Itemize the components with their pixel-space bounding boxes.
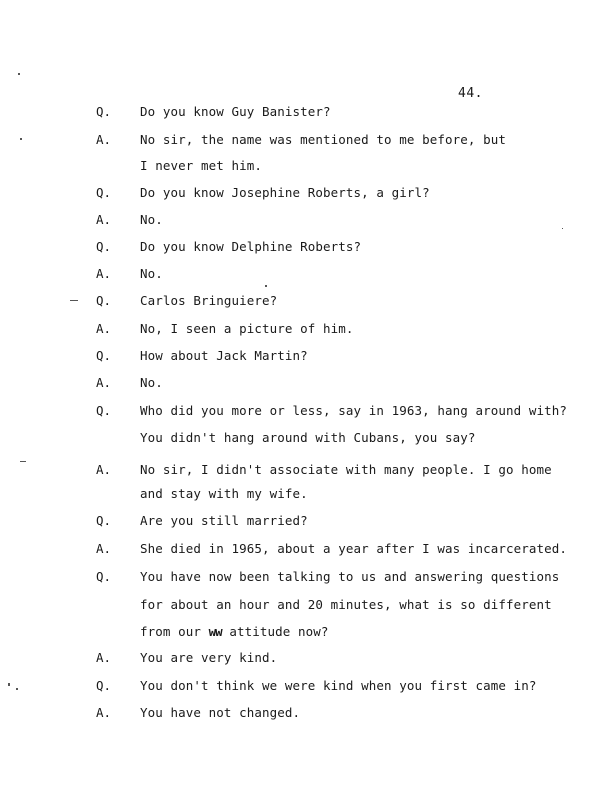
question-line: Are you still married? <box>140 513 308 528</box>
speaker-label: A. <box>96 321 112 336</box>
answer-line: You have not changed. <box>140 705 301 720</box>
speaker-label: A. <box>96 266 112 281</box>
scan-speck <box>18 73 20 75</box>
question-line-struck <box>140 624 328 639</box>
question-line: You don't think we were kind when you first came in? <box>140 678 537 693</box>
question-line: Do you know Guy Banister? <box>140 104 331 119</box>
answer-line: I never met him. <box>140 158 263 173</box>
answer-line: No sir, the name was mentioned to me before, but <box>140 132 507 147</box>
question-line: How about Jack Martin? <box>140 348 308 363</box>
answer-line: No. <box>140 266 163 281</box>
scan-speck <box>20 461 26 462</box>
scan-speck <box>562 228 563 229</box>
speaker-label: A. <box>96 541 112 556</box>
answer-line: No. <box>140 375 163 390</box>
speaker-label: A. <box>96 375 112 390</box>
question-line: Carlos Bringuiere? <box>140 293 278 308</box>
speaker-label: Q. <box>96 293 112 308</box>
speaker-label: Q. <box>96 239 112 254</box>
question-line: Do you know Delphine Roberts? <box>140 239 362 254</box>
page-number: 44. <box>458 86 483 101</box>
question-line: You didn't hang around with Cubans, you say? <box>140 430 476 445</box>
answer-line: No sir, I didn't associate with many people. I go home <box>140 462 552 477</box>
question-line: Who did you more or less, say in 1963, hang around with? <box>140 403 568 418</box>
answer-line: and stay with my wife. <box>140 486 308 501</box>
scan-speck <box>265 285 267 287</box>
speaker-label: Q. <box>96 678 112 693</box>
speaker-label: Q. <box>96 569 112 584</box>
speaker-label: A. <box>96 132 112 147</box>
scan-speck <box>20 138 22 140</box>
question-line: You have now been talking to us and answering questions <box>140 569 560 584</box>
question-line: for about an hour and 20 minutes, what is so different <box>140 597 552 612</box>
answer-line: You are very kind. <box>140 650 278 665</box>
scan-speck <box>70 300 78 301</box>
speaker-label: A. <box>96 650 112 665</box>
question-line: Do you know Josephine Roberts, a girl? <box>140 185 430 200</box>
answer-line: No. <box>140 212 163 227</box>
scan-speck <box>8 683 10 686</box>
speaker-label: A. <box>96 212 112 227</box>
struck-line-after: attitude now? <box>221 624 329 639</box>
speaker-label: Q. <box>96 185 112 200</box>
speaker-label: Q. <box>96 348 112 363</box>
struck-out-text: ww <box>208 624 222 639</box>
speaker-label: A. <box>96 705 112 720</box>
speaker-label: A. <box>96 462 112 477</box>
scan-speck <box>16 688 18 690</box>
speaker-label: Q. <box>96 403 112 418</box>
speaker-label: Q. <box>96 104 112 119</box>
answer-line: She died in 1965, about a year after I was incarcerated. <box>140 541 568 556</box>
struck-line-before: from our <box>140 624 209 639</box>
answer-line: No, I seen a picture of him. <box>140 321 354 336</box>
speaker-label: Q. <box>96 513 112 528</box>
